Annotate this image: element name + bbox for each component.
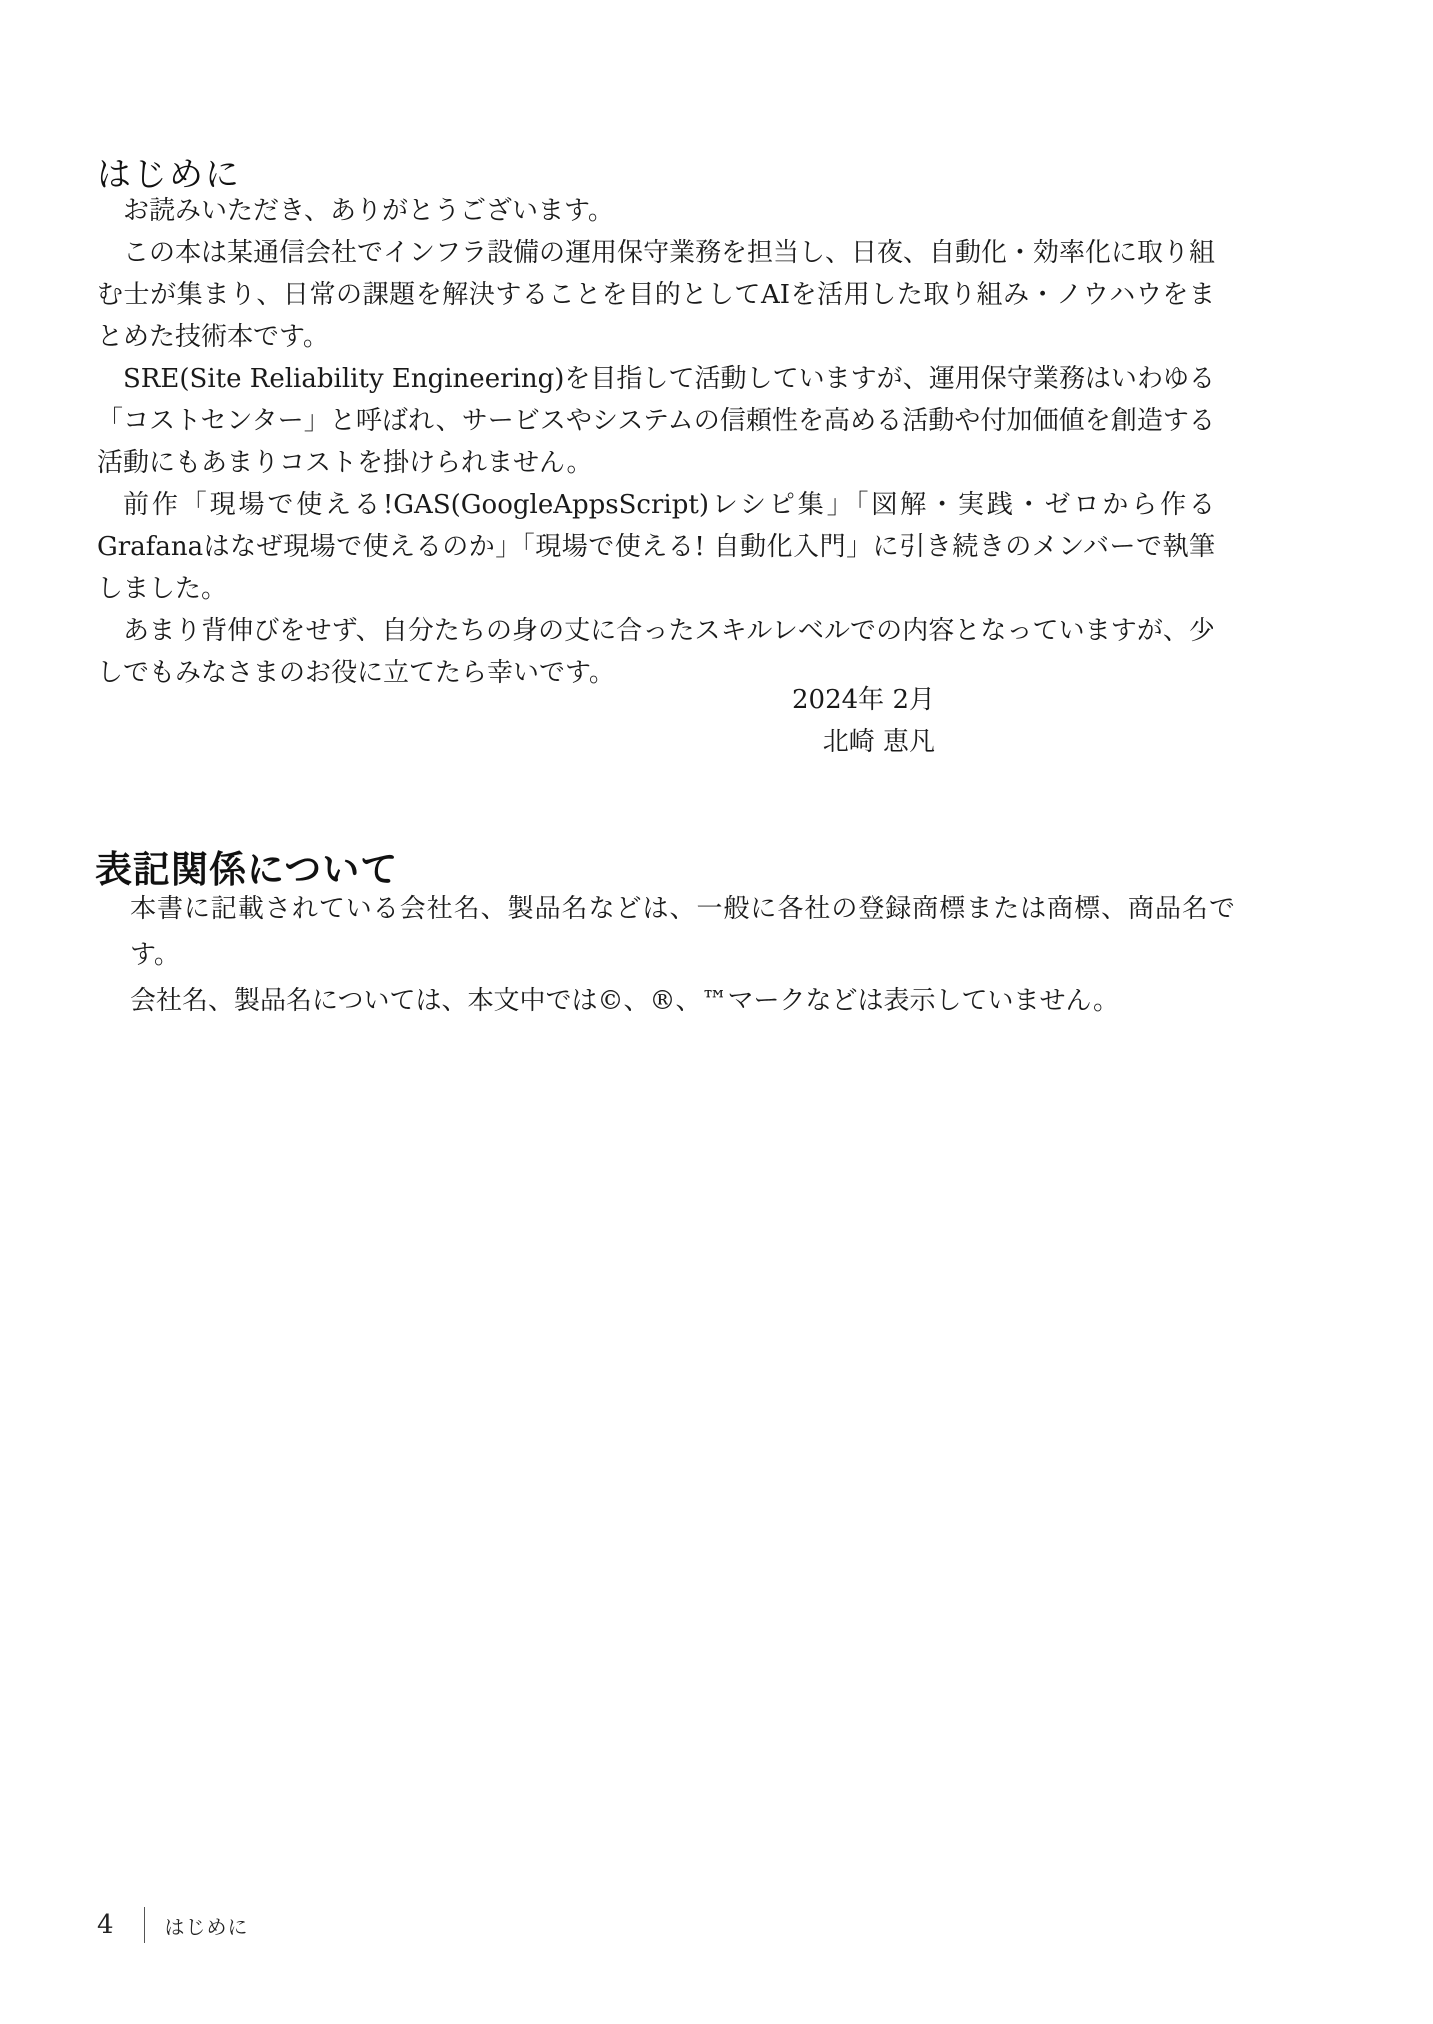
preface-paragraph: 前作「現場で使える!GAS(GoogleAppsScript)レシピ集」「図解・実践・ゼロから作る Grafanaはなぜ現場で使えるのか」「現場で使える! 自動化入門」に引き続きのメンバーで執筆しました。 bbox=[97, 490, 1215, 604]
preface-paragraph: この本は某通信会社でインフラ設備の運用保守業務を担当し、日夜、自動化・効率化に取り組む士が集まり、日常の課題を解決することを目的としてAIを活用した取り組み・ノウハウをまとめた技術本です。 bbox=[97, 238, 1216, 352]
notation-line: 会社名、製品名については、本文中では©、®、™マークなどは表示していません。 bbox=[130, 986, 1120, 1016]
preface-paragraph: お読みいただき、ありがとうございます。 bbox=[123, 196, 614, 226]
page-title: はじめに bbox=[97, 154, 241, 195]
preface-body bbox=[97, 190, 1215, 694]
notation-section-body bbox=[130, 886, 1235, 1024]
notation-section-heading: 表記関係について bbox=[95, 847, 399, 891]
footer-divider bbox=[144, 1907, 145, 1943]
notation-line: 本書に記載されている会社名、製品名などは、一般に各社の登録商標または商標、商品名です。 bbox=[130, 894, 1235, 970]
preface-paragraph: あまり背伸びをせず、自分たちの身の丈に合ったスキルレベルでの内容となっていますが、少しでもみなさまのお役に立てたら幸いです。 bbox=[97, 616, 1215, 688]
footer-page-number: 4 bbox=[97, 1910, 114, 1940]
footer-section-label: はじめに bbox=[164, 1914, 249, 1939]
preface-paragraph: SRE(Site Reliability Engineering)を目指して活動していますが、運用保守業務はいわゆる「コストセンター」と呼ばれ、サービスやシステムの信頼性を高める活動や付加価値を創造する活動にもあまりコストを掛けられません。 bbox=[97, 364, 1215, 478]
page-footer bbox=[97, 1905, 249, 1945]
signoff-block bbox=[97, 679, 1215, 763]
signoff-author: 北崎 恵凡 bbox=[822, 727, 935, 757]
signoff-date: 2024年 2月 bbox=[792, 685, 935, 715]
